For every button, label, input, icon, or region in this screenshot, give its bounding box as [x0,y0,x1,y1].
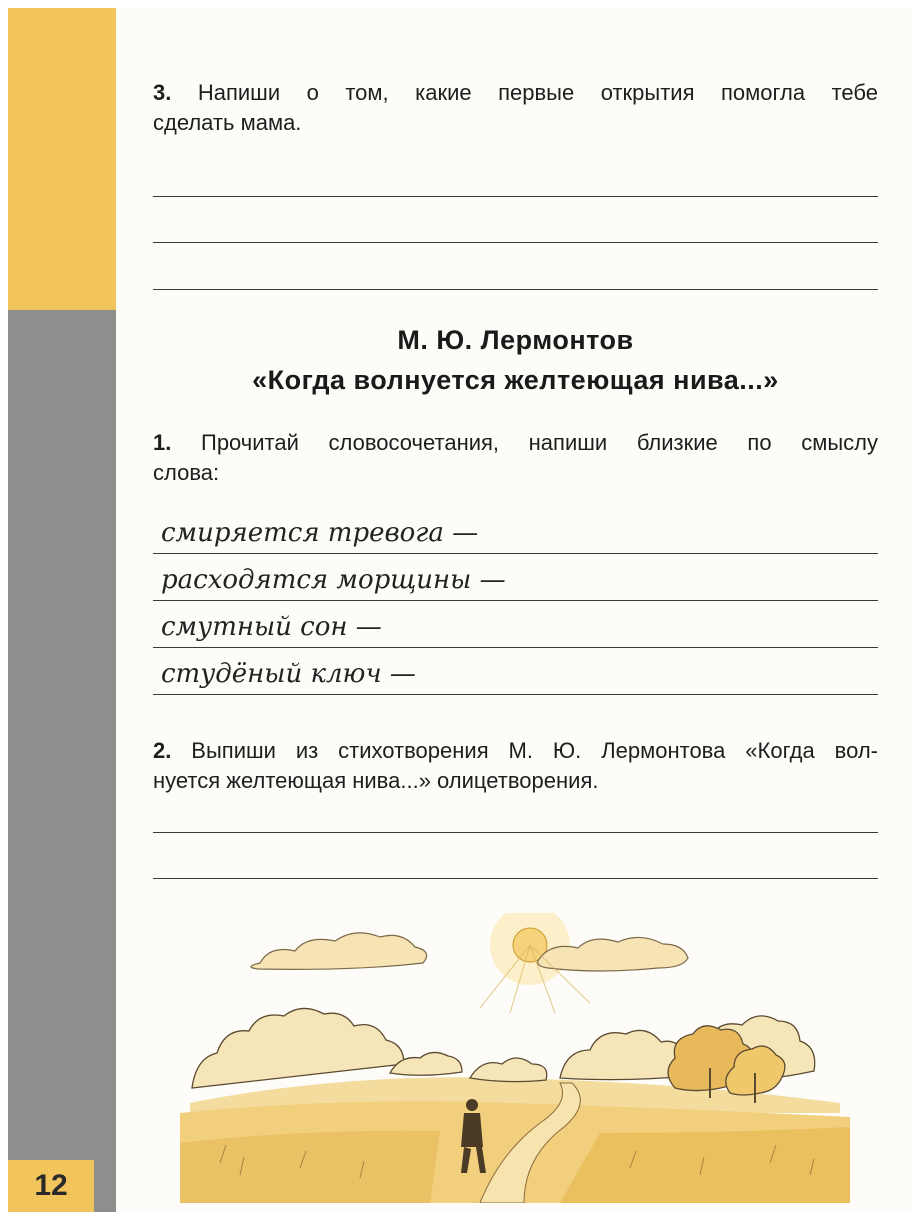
phrase-text: смиряется тревога — [161,518,479,548]
task-3-text [153,78,878,108]
phrase-row[interactable] [153,604,878,648]
task-2-line-2: нуется желтеющая нива...» олицетворения. [153,768,599,793]
task-3-line-1: Напиши о том, какие первые открытия помогла тебе [197,80,878,105]
task-3 [153,78,878,138]
task-1-line-1: Прочитай словосочетания, напиши близкие по смыслу [201,430,878,455]
task-2-line-1: Выпиши из стихотворения М. Ю. Лермонтова «Когда вол- [191,738,878,763]
answer-line[interactable] [153,196,878,197]
task-3-number: 3. [153,80,172,105]
phrase-row[interactable] [153,651,878,695]
phrase-text: расходятся морщины — [161,565,506,595]
task-1-text [153,428,878,458]
task-1-line-2: слова: [153,460,220,485]
answer-line [153,600,878,601]
landscape-illustration [180,913,850,1203]
author-title: М. Ю. Лермонтов [397,325,634,355]
work-title: «Когда волнуется желтеющая нива...» [252,365,779,395]
task-1 [153,428,878,488]
cloud-left [251,933,427,970]
answer-line[interactable] [153,832,878,833]
answer-line [153,553,878,554]
phrase-row[interactable] [153,557,878,601]
task-2-text [153,736,878,766]
task-3-line-2: сделать мама. [153,110,302,135]
section-heading [153,320,878,400]
answer-line [153,647,878,648]
page-number: 12 [8,1160,94,1212]
answer-line[interactable] [153,878,878,879]
task-1-number: 1. [153,430,172,455]
side-strip-yellow [8,8,116,310]
task-2 [153,736,878,796]
field-right [560,1127,850,1203]
phrase-text: студёный ключ — [161,659,416,689]
phrase-text: смутный сон — [161,612,382,642]
task-2-number: 2. [153,738,172,763]
field-left [180,1131,440,1203]
side-strip-gray [8,310,116,1212]
answer-line [153,694,878,695]
workbook-page [8,8,912,1212]
answer-line[interactable] [153,289,878,290]
phrase-row[interactable] [153,510,878,554]
answer-line[interactable] [153,242,878,243]
